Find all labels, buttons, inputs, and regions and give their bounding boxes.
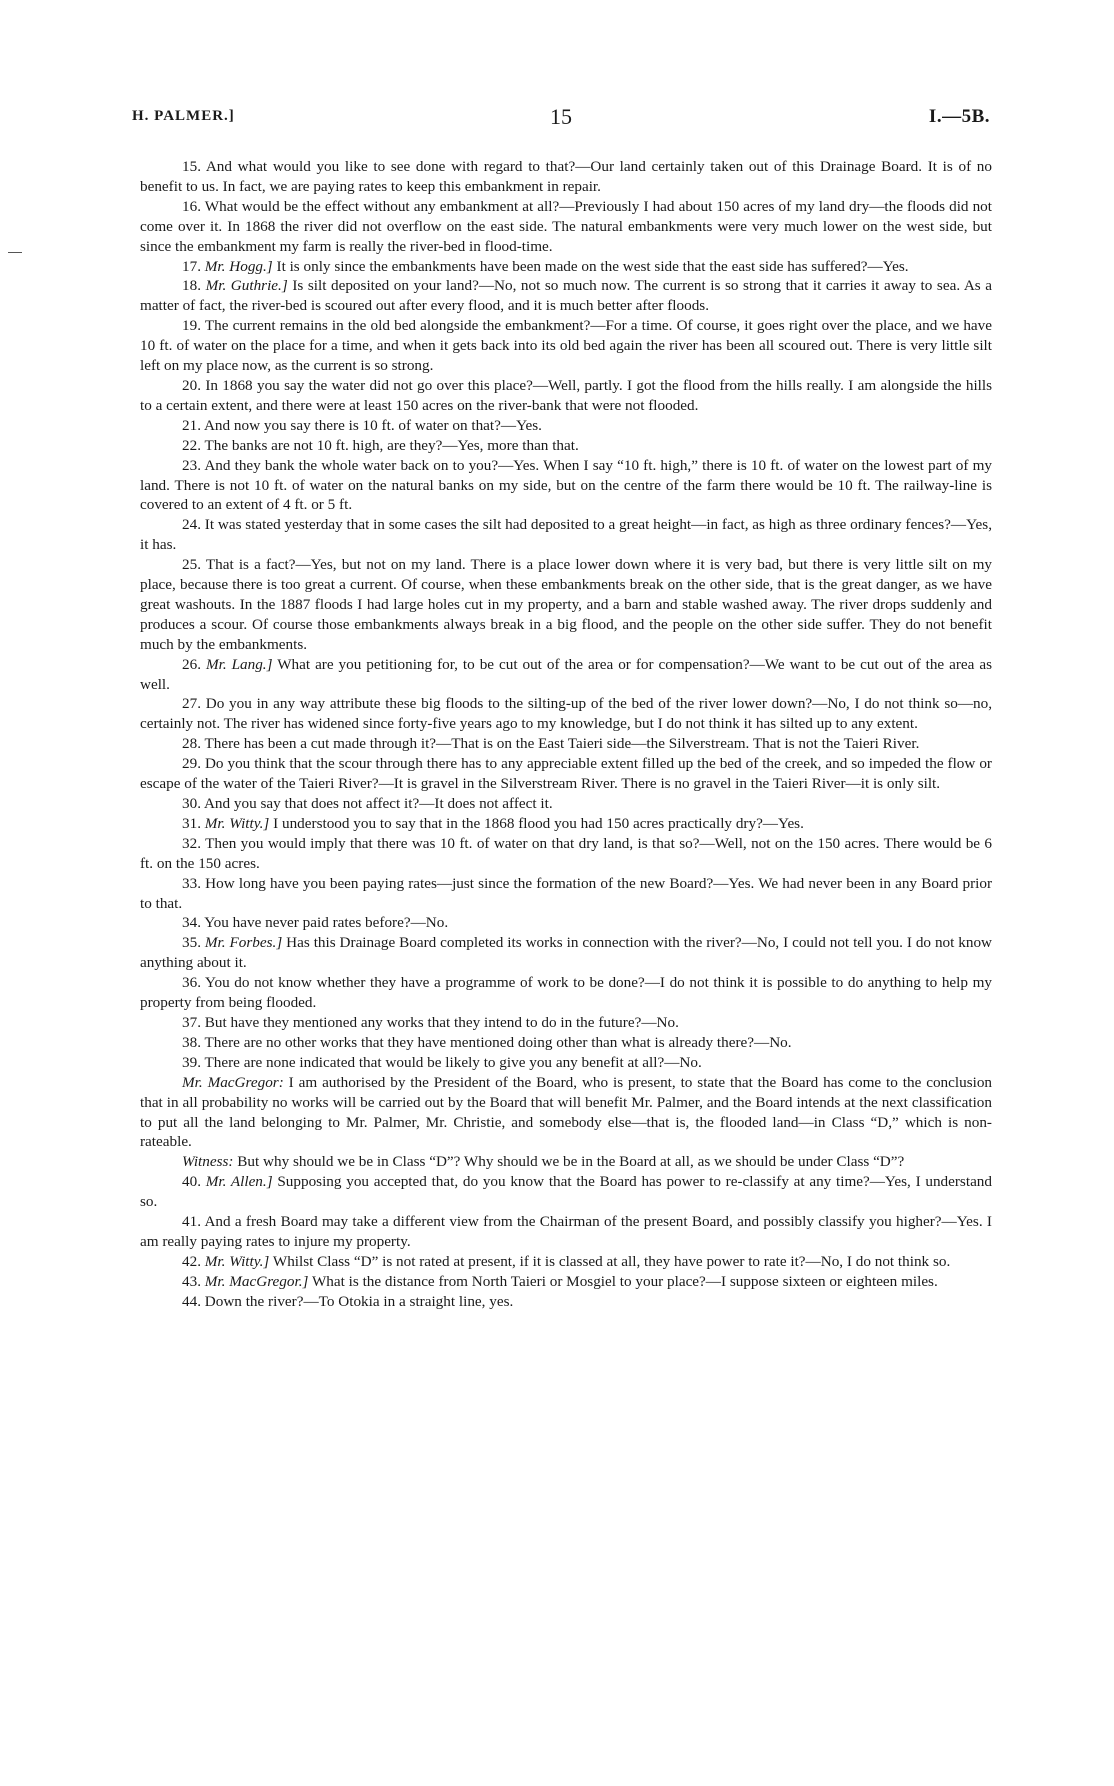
evidence-paragraph <box>140 1172 992 1212</box>
evidence-paragraph <box>140 1272 992 1292</box>
evidence-paragraph <box>140 555 992 655</box>
header-paper-reference: I.—5B. <box>928 106 990 127</box>
evidence-text <box>140 157 992 1312</box>
question-number: 26. <box>182 655 201 673</box>
paragraph-text: It was stated yesterday that in some cases the silt had deposited to a great height—in fact, as high as three ordinary fences?—Yes, it has. <box>140 516 993 554</box>
paragraph-text: How long have you been paying rates—just since the formation of the new Board?—Yes. We had never been in any Board prior to that. <box>140 874 993 912</box>
question-number: 37. <box>182 1013 201 1031</box>
evidence-paragraph <box>140 734 992 754</box>
question-number: 28. <box>182 735 201 753</box>
evidence-paragraph <box>140 515 992 555</box>
question-number: 25. <box>182 556 201 574</box>
paragraph-text: I understood you to say that in the 1868 flood you had 150 acres practically dry?—Yes. <box>273 814 804 832</box>
paragraph-text: What are you petitioning for, to be cut out of the area or for compensation?—We want to be cut out of the area as well. <box>140 655 993 693</box>
evidence-paragraph <box>140 754 992 794</box>
evidence-paragraph <box>140 197 992 257</box>
speaker-label: Mr. MacGregor.] <box>204 1272 309 1290</box>
question-number: 41. <box>182 1213 201 1231</box>
paragraph-text: There are no other works that they have mentioned doing other than what is already there?—No. <box>204 1033 792 1051</box>
paragraph-text: The current remains in the old bed alongside the embankment?—For a time. Of course, it goes right over the place, and we have 10 ft. of water on the place for a time, and when it gets back into its old bed again the river has been all scoured out. There is very little silt left on my place now, as the current is so strong. <box>140 317 992 375</box>
evidence-paragraph <box>140 973 992 1013</box>
question-number: 27. <box>182 695 201 713</box>
evidence-paragraph <box>140 655 992 695</box>
paragraph-text: And what would you like to see done with regard to that?—Our land certainly taken out of this Drainage Board. It is of no benefit to us. In fact, we are paying rates to keep this embankment in repair. <box>140 158 992 195</box>
question-number: 17. <box>182 257 201 275</box>
paragraph-text: Then you would imply that there was 10 ft. of water on that dry land, is that so?—Well, not on the 150 acres. There would be 6 ft. on the 150 acres. <box>140 834 992 872</box>
question-number: 31. <box>182 814 201 832</box>
question-number: 16. <box>182 197 201 215</box>
question-number: 40. <box>182 1173 201 1191</box>
question-number: 32. <box>182 834 201 852</box>
paragraph-text: It is only since the embankments have been made on the west side that the east side has suffered?—Yes. <box>276 257 909 275</box>
paragraph-text: Supposing you accepted that, do you know that the Board has power to re-classify at any time?—Yes, I understand so. <box>140 1173 992 1211</box>
evidence-paragraph <box>140 694 992 734</box>
question-number: 21. <box>182 416 201 434</box>
evidence-paragraph <box>140 257 992 277</box>
question-number: 19. <box>182 317 201 335</box>
speaker-label: Mr. Allen.] <box>205 1173 273 1191</box>
evidence-paragraph <box>140 316 992 376</box>
question-number: 23. <box>182 456 201 474</box>
evidence-paragraph <box>140 1073 992 1153</box>
header-witness-name: H. PALMER.] <box>132 108 235 124</box>
paragraph-text: There has been a cut made through it?—That is on the East Taieri side—the Silverstream. That is not the Taieri River. <box>204 735 920 753</box>
paragraph-text: And a fresh Board may take a different view from the Chairman of the present Board, and possibly classify you higher?—Yes. I am really paying rates to injure my property. <box>140 1213 992 1250</box>
paragraph-text: And you say that does not affect it?—It does not affect it. <box>203 795 553 812</box>
paragraph-text: Has this Drainage Board completed its works in connection with the river?—No, I could not tell you. I do not know anything about it. <box>140 934 993 972</box>
question-number: 33. <box>182 874 201 892</box>
question-number: 42. <box>182 1252 201 1270</box>
speaker-label: Mr. Forbes.] <box>204 934 283 952</box>
evidence-paragraph <box>140 436 992 456</box>
speaker-label: Mr. Witty.] <box>204 1252 270 1270</box>
question-number: 30. <box>182 795 201 812</box>
evidence-paragraph <box>140 794 992 814</box>
paragraph-text: You have never paid rates before?—No. <box>204 914 449 932</box>
evidence-paragraph <box>140 1252 992 1272</box>
question-number: 24. <box>182 516 201 534</box>
paragraph-text: But why should we be in Class “D”? Why should we be in the Board at all, as we should be under Class “D”? <box>237 1153 905 1171</box>
question-number: 15. <box>182 158 201 175</box>
evidence-paragraph <box>140 1292 992 1312</box>
speaker-label: Mr. Hogg.] <box>204 257 273 275</box>
evidence-paragraph <box>140 1212 992 1252</box>
question-number: 38. <box>182 1033 201 1051</box>
evidence-paragraph <box>140 376 992 416</box>
paragraph-text: Do you in any way attribute these big floods to the silting-up of the bed of the river lower down?—No, I do not think so—no, certainly not. The river has widened since forty-five years ago to my knowledge, but I do not think it has silted up to any extent. <box>140 695 992 733</box>
paragraph-text: I am authorised by the President of the Board, who is present, to state that the Board has come to the conclusion that in all probability no works will be carried out by the Board that will benefit Mr. Palmer, and the Board intends at the next classification to put all the land belonging to Mr. Palmer, Mr. Christie, and somebody else—that is, the flooded land—in Class “D,” which is non-rateable. <box>140 1073 993 1151</box>
speaker-label: Mr. Guthrie.] <box>205 277 288 295</box>
question-number: 34. <box>182 914 201 932</box>
evidence-paragraph <box>140 1033 992 1053</box>
evidence-paragraph <box>140 456 992 516</box>
evidence-paragraph <box>140 1013 992 1033</box>
paragraph-text: The banks are not 10 ft. high, are they?—Yes, more than that. <box>204 436 579 454</box>
margin-mark <box>8 252 22 253</box>
speaker-label: Mr. Witty.] <box>204 814 270 832</box>
paragraph-text: That is a fact?—Yes, but not on my land. There is a place lower down where it is very bad, but there is very little silt on my place, because there is too great a current. Of course, when these embankments break on the other side, that is the great danger, as we have great washouts. In the 1887 floods I had large holes cut in my property, and a barn and stable washed away. The river drops suddenly and produces a scour. Of course those embankments always break in a big flood, and the people on the other side suffer. They do not benefit much by the embankments. <box>140 556 992 653</box>
paragraph-text: Do you think that the scour through there has to any appreciable extent filled up the bed of the creek, and so impeded the flow or escape of the water of the Taieri River?—It is gravel in the Silverstream River. There is no gravel in the Taieri River—it is only silt. <box>140 755 992 793</box>
paragraph-text: And now you say there is 10 ft. of water on that?—Yes. <box>203 416 542 434</box>
page-header <box>132 104 990 134</box>
evidence-paragraph <box>140 913 992 933</box>
question-number: 36. <box>182 974 201 992</box>
evidence-paragraph <box>140 814 992 834</box>
question-number: 18. <box>182 277 201 295</box>
evidence-paragraph <box>140 416 992 436</box>
paragraph-text: Whilst Class “D” is not rated at present, if it is classed at all, they have power to rate it?—No, I do not think so. <box>272 1252 951 1270</box>
paragraph-text: You do not know whether they have a programme of work to be done?—I do not think it is possible to do anything to help my property from being flooded. <box>140 974 993 1012</box>
question-number: 20. <box>182 376 201 394</box>
page-number: 15 <box>550 104 572 129</box>
paragraph-text: But have they mentioned any works that they intend to do in the future?—No. <box>204 1013 679 1031</box>
speaker-label: Mr. Lang.] <box>205 655 273 673</box>
paragraph-text: Down the river?—To Otokia in a straight line, yes. <box>204 1292 514 1310</box>
evidence-paragraph <box>140 157 992 197</box>
question-number: 39. <box>182 1053 201 1071</box>
paragraph-text: What would be the effect without any embankment at all?—Previously I had about 150 acres of my land dry—the floods did not come over it. In 1868 the river did not overflow on the east side. The natural embankments were very much lower on the west side, but since the embankment my farm is really the river-bed in flood-time. <box>140 197 992 255</box>
question-number: 35. <box>182 934 201 952</box>
evidence-paragraph <box>140 933 992 973</box>
speaker-label: Witness: <box>182 1153 234 1171</box>
evidence-paragraph <box>140 1152 992 1172</box>
paragraph-text: What is the distance from North Taieri or Mosgiel to your place?—I suppose sixteen or eighteen miles. <box>311 1272 938 1290</box>
paragraph-text: There are none indicated that would be likely to give you any benefit at all?—No. <box>204 1053 702 1071</box>
paragraph-text: In 1868 you say the water did not go over this place?—Well, partly. I got the flood from the hills really. I am alongside the hills to a certain extent, and there were at least 150 acres on the river-bank that were not flooded. <box>140 376 993 414</box>
evidence-paragraph <box>140 874 992 914</box>
evidence-paragraph <box>140 276 992 316</box>
evidence-paragraph <box>140 834 992 874</box>
question-number: 43. <box>182 1272 201 1290</box>
evidence-paragraph <box>140 1053 992 1073</box>
question-number: 22. <box>182 436 201 454</box>
question-number: 44. <box>182 1292 201 1310</box>
speaker-label: Mr. MacGregor: <box>182 1073 284 1091</box>
paragraph-text: And they bank the whole water back on to you?—Yes. When I say “10 ft. high,” there is 10 ft. of water on the lowest part of my land. There is not 10 ft. of water on the natural banks on my side, but on the centre of the farm there would be 10 ft. The railway-line is covered to an extent of 4 ft. or 5 ft. <box>140 456 992 514</box>
paragraph-text: Is silt deposited on your land?—No, not so much now. The current is so strong that it carries it away to sea. As a matter of fact, the river-bed is scoured out after every flood, and it is much better after floods. <box>140 277 993 315</box>
question-number: 29. <box>182 755 201 773</box>
